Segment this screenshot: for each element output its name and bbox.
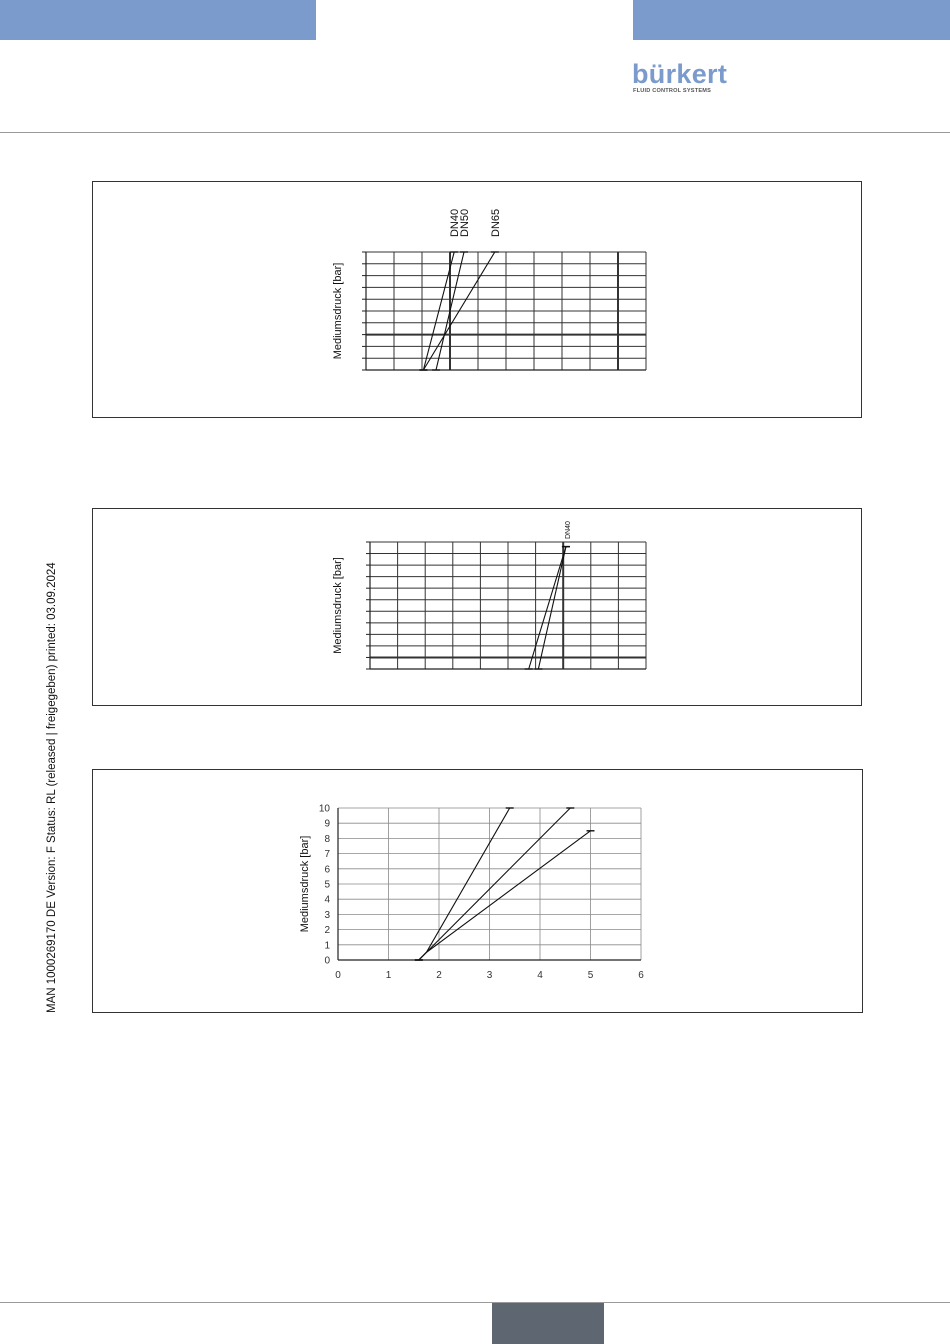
y-tick-label: 8 <box>324 833 330 845</box>
y-tick-label: 4 <box>324 894 330 906</box>
x-tick-label: 4 <box>537 970 543 981</box>
pressure-chart-3 <box>93 770 862 1012</box>
y-tick-label: 7 <box>324 849 330 861</box>
series-label: DN40 <box>564 521 572 539</box>
document-status-line: MAN 1000269170 DE Version: F Status: RL (released | freigegeben) printed: 03.09.2024 <box>46 562 58 1013</box>
series-label: DN40 <box>449 208 462 237</box>
x-tick-label: 1 <box>385 970 392 981</box>
series-label: DN50 <box>459 208 471 237</box>
x-tick-label: 2 <box>436 970 442 981</box>
pressure-chart-2 <box>93 509 861 705</box>
y-tick-label: 5 <box>324 879 330 891</box>
x-tick-label: 3 <box>486 970 493 981</box>
chart-frame-2 <box>92 508 862 706</box>
logo-tagline: FLUID CONTROL SYSTEMS <box>633 88 712 94</box>
y-tick-label: 3 <box>324 909 330 921</box>
header-rule <box>0 132 950 133</box>
y-axis-label: Mediumsdruck [bar] <box>332 557 344 654</box>
series-line <box>419 831 591 960</box>
footer-rule <box>0 1302 950 1303</box>
y-axis-label: Mediumsdruck [bar] <box>332 262 344 360</box>
x-tick-label: 6 <box>638 970 644 981</box>
y-tick-label: 9 <box>324 818 330 830</box>
y-tick-label: 6 <box>324 864 330 876</box>
y-tick-label: 0 <box>324 955 330 967</box>
header-band-right <box>633 0 950 40</box>
page-number-tab <box>492 1303 604 1344</box>
x-tick-label: 0 <box>335 970 341 981</box>
logo-wordmark: bürkert <box>632 59 728 89</box>
y-tick-label: 1 <box>324 940 330 952</box>
x-tick-label: 5 <box>587 970 594 981</box>
y-tick-label: 2 <box>324 925 330 937</box>
chart-frame-3 <box>92 769 863 1013</box>
y-tick-label: 10 <box>318 803 330 815</box>
header-band-left <box>0 0 316 40</box>
series-label: DN65 <box>489 208 502 237</box>
chart-frame-1 <box>92 181 862 418</box>
y-axis-label: Mediumsdruck [bar] <box>299 835 311 933</box>
burkert-logo <box>632 58 732 98</box>
pressure-chart-1 <box>93 182 861 417</box>
